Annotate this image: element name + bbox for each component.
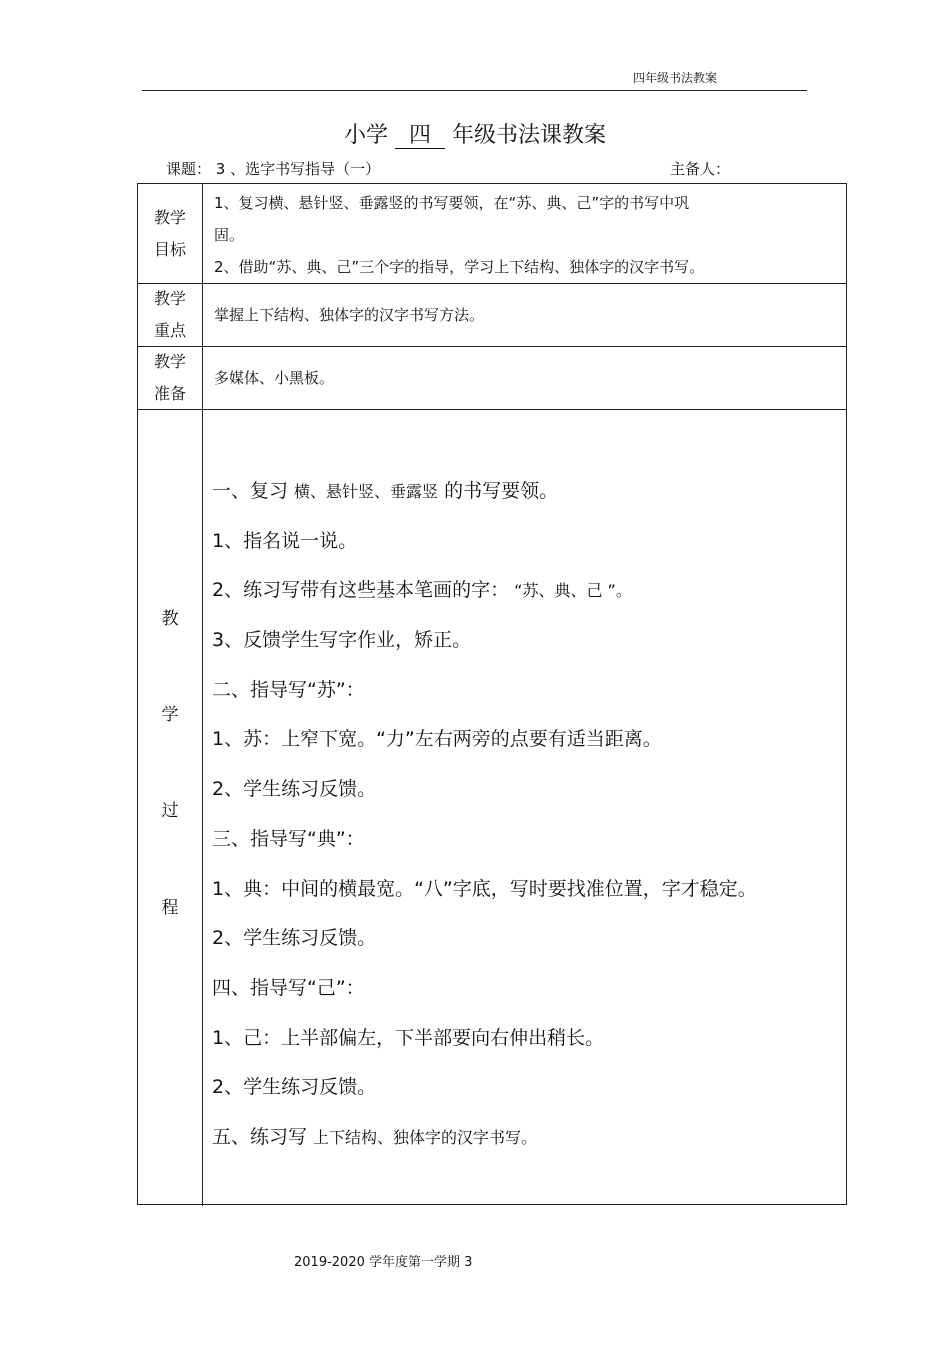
table-row-focus — [138, 283, 846, 347]
header-divider — [142, 90, 807, 91]
process-step: 1、苏：上窄下宽。“力”左右两旁的点要有适当距离。 — [212, 728, 662, 751]
process-step: 1、典：中间的横最宽。“八”字底，写时要找准位置，字才稳定。 — [212, 877, 757, 900]
table-row-process — [138, 409, 846, 1206]
title-grade: 四 — [395, 123, 445, 149]
page-title — [0, 118, 950, 149]
process-label-char: 程 — [161, 898, 179, 918]
process-step: 2、学生练习反馈。 — [212, 778, 377, 801]
table-row-preparation — [138, 346, 846, 410]
goals-content — [214, 187, 836, 283]
process-label-char: 教 — [161, 609, 179, 629]
prep-label-cell — [138, 346, 203, 409]
focus-content: 掌握上下结构、独体字的汉字书写方法。 — [214, 306, 485, 324]
process-step: 2、学生练习反馈。 — [212, 1076, 377, 1099]
goals-label-cell — [138, 184, 203, 283]
title-prefix: 小学 — [343, 123, 388, 148]
goal-line: 1、复习横、悬针竖、垂露竖的书写要领，在“苏、典、己”字的书写中巩 — [214, 194, 690, 212]
lesson-plan-table — [137, 183, 847, 1205]
process-step: 三、指导写“典”： — [212, 827, 365, 850]
subject-value: 3 、选字书写指导（一） — [215, 160, 381, 178]
lesson-subject — [166, 158, 380, 179]
running-header: 四年级书法教案 — [633, 71, 718, 85]
subject-label: 课题： — [166, 160, 212, 178]
process-step: 2、练习写带有这些基本笔画的字： “苏、典、己 ”。 — [212, 579, 632, 602]
process-label-char: 学 — [161, 705, 179, 725]
process-steps — [212, 467, 842, 1163]
goals-label: 教学目标 — [153, 207, 186, 259]
process-step: 二、指导写“苏”： — [212, 678, 365, 701]
focus-label: 教学重点 — [153, 288, 186, 340]
prep-content: 多媒体、小黑板。 — [214, 369, 335, 387]
process-step: 3、反馈学生写字作业，矫正。 — [212, 629, 472, 652]
page-footer: 2019-2020 学年度第一学期 3 — [294, 1255, 473, 1270]
process-step: 2、学生练习反馈。 — [212, 927, 377, 950]
goal-line: 固。 — [214, 226, 245, 244]
goal-line: 2、借助“苏、典、己”三个字的指导，学习上下结构、独体字的汉字书写。 — [214, 258, 705, 276]
prep-label: 教学准备 — [153, 351, 186, 403]
process-step: 1、己：上半部偏左，下半部要向右伸出稍长。 — [212, 1026, 605, 1049]
table-row-goals — [138, 184, 846, 284]
process-step: 五、练习写 上下结构、独体字的汉字书写。 — [212, 1125, 538, 1148]
preparer-label: 主备人： — [670, 160, 731, 178]
process-step: 1、指名说一说。 — [212, 529, 358, 552]
process-step: 一、复习 横、悬针竖、垂露竖 的书写要领。 — [212, 480, 559, 502]
title-suffix: 年级书法课教案 — [452, 123, 607, 148]
process-step: 四、指导写“己”： — [212, 976, 365, 999]
lesson-preparer — [670, 158, 730, 179]
process-label-cell — [138, 409, 203, 1206]
process-label-char: 过 — [161, 801, 179, 821]
focus-label-cell — [138, 283, 203, 346]
